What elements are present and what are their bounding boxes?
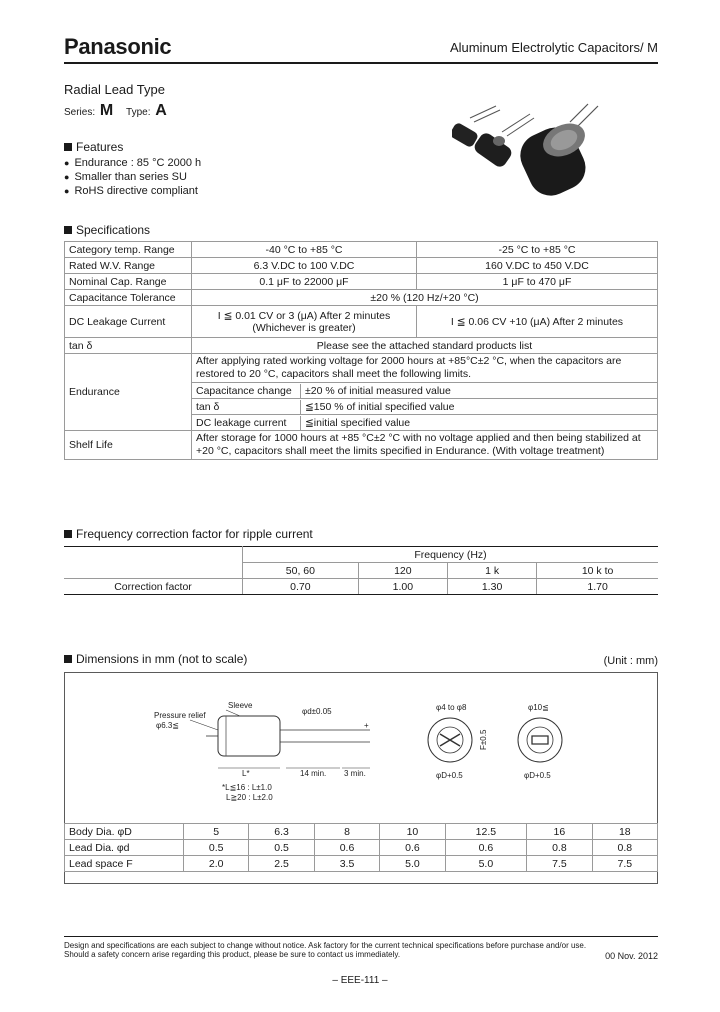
spec-row-cap: [65, 274, 658, 290]
length-label: L*: [242, 769, 250, 778]
correction-factor-label: Correction factor: [64, 579, 243, 595]
end-view-small-dia: φD+0.5: [436, 771, 463, 780]
feature-item: ● RoHS directive compliant: [64, 184, 201, 198]
frequency-value: 50, 60: [243, 563, 359, 579]
dim-value: 0.6: [314, 840, 379, 856]
spec-row-tan: [65, 338, 658, 354]
spec-value: 6.3 V.DC to 100 V.DC: [192, 258, 417, 274]
correction-factor-value: 0.70: [243, 579, 359, 595]
frequency-value: 120: [358, 563, 447, 579]
spec-value: 0.1 μF to 22000 μF: [192, 274, 417, 290]
series-label: Series:: [64, 107, 96, 118]
dim-label: Body Dia. φD: [65, 824, 184, 840]
lead-spacing-label: F±0.5: [479, 729, 488, 750]
header-rule: [64, 62, 658, 64]
limit-name: tan δ: [192, 400, 301, 414]
limit-value: ≦initial specified value: [305, 416, 411, 429]
dim-value: 0.6: [445, 840, 527, 856]
spec-value: -25 °C to +85 °C: [417, 242, 658, 258]
dim-value: 8: [314, 824, 379, 840]
length-tolerance-1: *L≦16 : L±1.0: [222, 783, 272, 792]
square-bullet-icon: [64, 226, 72, 234]
square-bullet-icon: [64, 655, 72, 663]
features-heading: Features: [64, 140, 123, 154]
capacitor-body-outline: [218, 716, 280, 756]
dimensions-heading: Dimensions in mm (not to scale): [64, 652, 247, 666]
lead-type: Radial Lead Type: [64, 82, 165, 97]
dim-value: 0.6: [380, 840, 445, 856]
spec-label: Endurance: [65, 354, 192, 431]
dim-value: 5.0: [380, 856, 445, 872]
shelf-life-text: After storage for 1000 hours at +85 °C±2 °C with no voltage applied and then being stabilized at +20 °C, capacitors shall meet the limits specified in Endurance. (With voltage treatment): [192, 431, 658, 460]
footer-note-2: Should a safety concern arise regarding this product, please be sure to contact us immediately.: [64, 950, 401, 959]
dim-value: 0.8: [592, 840, 657, 856]
dim-value: 3.5: [314, 856, 379, 872]
correction-factor-row: [64, 579, 658, 595]
dim-value: 2.0: [184, 856, 249, 872]
spec-value: 1 μF to 470 μF: [417, 274, 658, 290]
specifications-heading: Specifications: [64, 223, 150, 237]
dim-row-body-dia: [65, 824, 658, 840]
dim-value: 0.8: [527, 840, 592, 856]
unit-label: (Unit : mm): [603, 655, 658, 667]
limit-value: ≦150 % of initial specified value: [305, 400, 455, 413]
series-value: M: [99, 102, 114, 119]
correction-factor-value: 1.00: [358, 579, 447, 595]
spec-value: ±20 % (120 Hz/+20 °C): [192, 290, 658, 306]
frequency-group-row: [64, 547, 658, 563]
spec-value: -40 °C to +85 °C: [192, 242, 417, 258]
series-type-line: [64, 102, 171, 120]
specifications-table: [64, 241, 658, 460]
spec-value: I ≦ 0.06 CV +10 (μA) After 2 minutes: [417, 306, 658, 338]
dim-label: Lead space F: [65, 856, 184, 872]
spec-row-leakage: [65, 306, 658, 338]
dimension-drawing: [140, 690, 580, 818]
length-3-label: 3 min.: [344, 769, 366, 778]
dim-value: 2.5: [249, 856, 314, 872]
square-bullet-icon: [64, 143, 72, 151]
dim-value: 0.5: [249, 840, 314, 856]
dim-value: 6.3: [249, 824, 314, 840]
dim-value: 10: [380, 824, 445, 840]
frequency-group-label: Frequency (Hz): [243, 547, 659, 563]
end-view-large-outline: [518, 718, 562, 762]
plus-mark: +: [364, 721, 369, 730]
dim-value: 18: [592, 824, 657, 840]
dim-row-lead-dia: [65, 840, 658, 856]
spec-label: Capacitance Tolerance: [65, 290, 192, 306]
spec-row-tolerance: [65, 290, 658, 306]
spec-label: Nominal Cap. Range: [65, 274, 192, 290]
capacitor-photo: [452, 100, 632, 200]
dim-label: Lead Dia. φd: [65, 840, 184, 856]
dim-value: 12.5: [445, 824, 527, 840]
footer-notes: [64, 941, 594, 959]
dim-value: 7.5: [527, 856, 592, 872]
spec-value: 160 V.DC to 450 V.DC: [417, 258, 658, 274]
dim-value: 5.0: [445, 856, 527, 872]
page-number: – EEE-111 –: [332, 975, 388, 986]
spec-row-shelf-life: [65, 431, 658, 460]
type-label: Type:: [126, 107, 151, 118]
features-list: [64, 156, 201, 198]
spec-value: Please see the attached standard products list: [192, 338, 658, 354]
endurance-text: After applying rated working voltage for 2000 hours at +85°C±2 °C, when the capacitors are restored to 20 °C, capacitors shall meet the following limits.: [192, 354, 658, 383]
dim-value: 7.5: [592, 856, 657, 872]
correction-factor-value: 1.70: [537, 579, 658, 595]
spec-label: Shelf Life: [65, 431, 192, 460]
spec-row-endurance: [65, 354, 658, 383]
spec-label: DC Leakage Current: [65, 306, 192, 338]
large-capacitor-image: [513, 104, 598, 200]
length-tolerance-2: L≧20 : L±2.0: [226, 793, 273, 802]
footer-rule: [64, 936, 658, 937]
dimensions-table: [64, 823, 658, 872]
dim-value: 0.5: [184, 840, 249, 856]
spec-row-wv: [65, 258, 658, 274]
pressure-relief-label: Pressure relief: [154, 711, 206, 720]
publication-date: 00 Nov. 2012: [605, 951, 658, 961]
length-14-label: 14 min.: [300, 769, 327, 778]
brand-logo: Panasonic: [64, 34, 172, 59]
frequency-heading: Frequency correction factor for ripple current: [64, 527, 313, 541]
end-view-large-title: φ10≦: [528, 703, 549, 712]
feature-item: ● Endurance : 85 °C 2000 h: [64, 156, 201, 170]
spec-label: Rated W.V. Range: [65, 258, 192, 274]
limit-value: ±20 % of initial measured value: [305, 384, 451, 397]
spec-row-temp: [65, 242, 658, 258]
pressure-relief-dia-label: φ6.3≦: [156, 721, 180, 730]
leakage-line-1: I ≦ 0.01 CV or 3 (μA) After 2 minutes: [217, 309, 391, 322]
dim-value: 5: [184, 824, 249, 840]
spec-label: tan δ: [65, 338, 192, 354]
leakage-line-2: (Whichever is greater): [252, 321, 356, 334]
frequency-value: 1 k: [447, 563, 536, 579]
feature-item: ● Smaller than series SU: [64, 170, 201, 184]
limit-name: DC leakage current: [192, 416, 301, 430]
square-bullet-icon: [64, 530, 72, 538]
frequency-value: 10 k to: [537, 563, 658, 579]
spec-value: [192, 306, 417, 338]
spec-label: Category temp. Range: [65, 242, 192, 258]
lead-dia-label: φd±0.05: [302, 707, 332, 716]
type-value: A: [155, 102, 167, 119]
footer-note-1: Design and specifications are each subject to change without notice. Ask factory for the current technical specifications before purchase and/or use.: [64, 941, 587, 950]
document-title: Aluminum Electrolytic Capacitors/ M: [449, 40, 658, 55]
end-view-large-dia: φD+0.5: [524, 771, 551, 780]
dim-row-lead-space: [65, 856, 658, 872]
dim-value: 16: [527, 824, 592, 840]
end-view-small-title: φ4 to φ8: [436, 703, 467, 712]
sleeve-label: Sleeve: [228, 701, 253, 710]
limit-name: Capacitance change: [192, 384, 301, 398]
correction-factor-value: 1.30: [447, 579, 536, 595]
frequency-table: [64, 546, 658, 595]
